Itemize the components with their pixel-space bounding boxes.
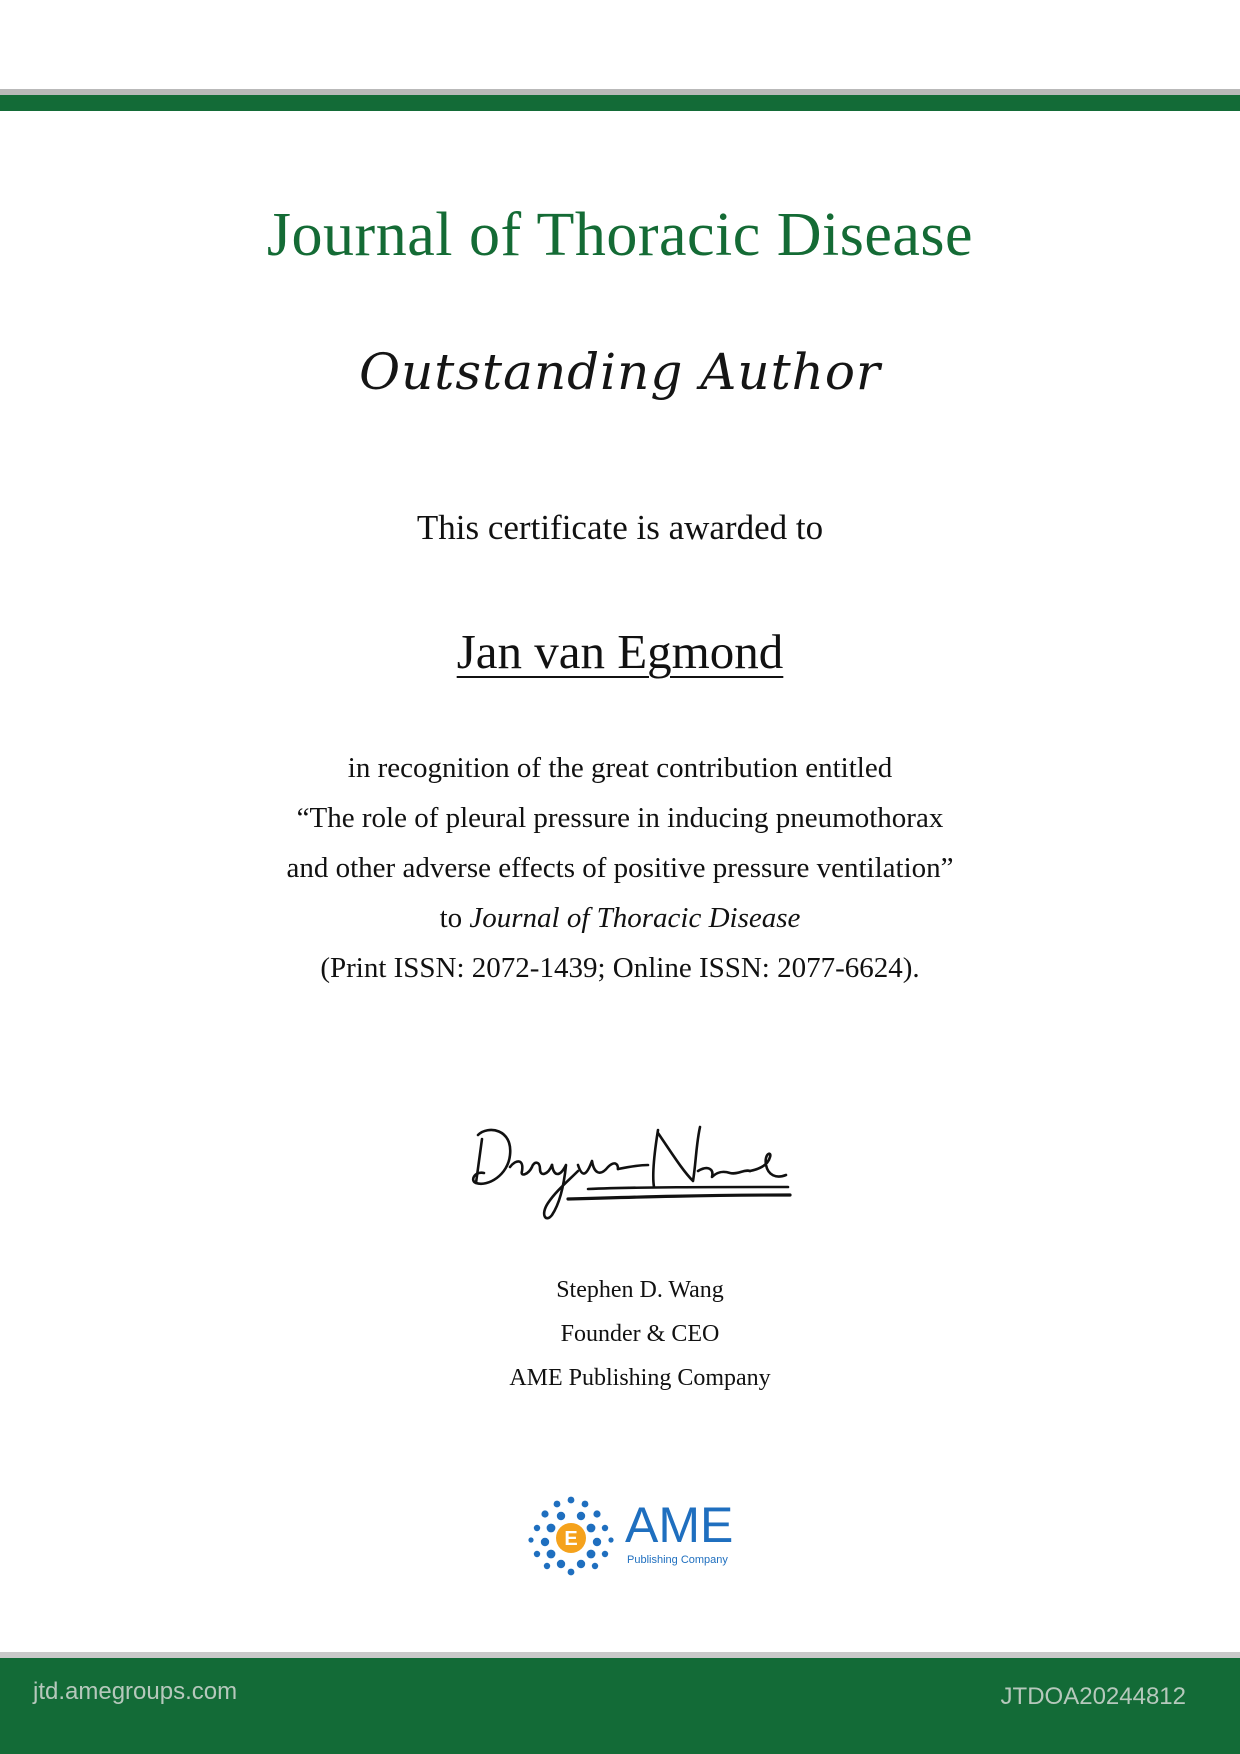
signer-name: Stephen D. Wang <box>556 1277 724 1303</box>
article-title-line-2: and other adverse effects of positive pressure ventilation” <box>286 852 954 884</box>
article-title-line-1: “The role of pleural pressure in inducing pneumothorax <box>296 802 944 834</box>
award-title: Outstanding Author <box>359 343 881 401</box>
journal-name-italic: Journal of Thoracic Disease <box>469 902 801 934</box>
issn-line: (Print ISSN: 2072-1439; Online ISSN: 2077-6624). <box>320 952 920 984</box>
to-prefix: to <box>439 902 470 934</box>
signer-company: AME Publishing Company <box>509 1365 771 1391</box>
recognition-line: in recognition of the great contribution entitled <box>347 752 893 784</box>
recipient-name: Jan van Egmond <box>456 624 784 679</box>
signature-image <box>468 1115 798 1230</box>
signer-role: Founder & CEO <box>560 1321 720 1347</box>
journal-title: Journal of Thoracic Disease <box>266 201 974 269</box>
awarded-to-text: This certificate is awarded to <box>416 508 824 547</box>
ame-logo <box>525 1492 745 1582</box>
recipient-name-block <box>0 623 1240 680</box>
footer-url: jtd.amegroups.com <box>33 1678 238 1705</box>
citation-text <box>0 743 1240 993</box>
certificate-id: JTDOA20244812 <box>1000 1683 1186 1710</box>
journal-line <box>0 893 1240 943</box>
ame-logo-subtitle: Publishing Company <box>627 1554 728 1566</box>
ame-logo-word: AME <box>625 1497 734 1553</box>
signer-block <box>0 1268 1240 1400</box>
ame-logo-mark <box>525 1492 617 1576</box>
top-rule-green <box>0 95 1240 111</box>
ame-logo-letter: E <box>564 1528 578 1550</box>
